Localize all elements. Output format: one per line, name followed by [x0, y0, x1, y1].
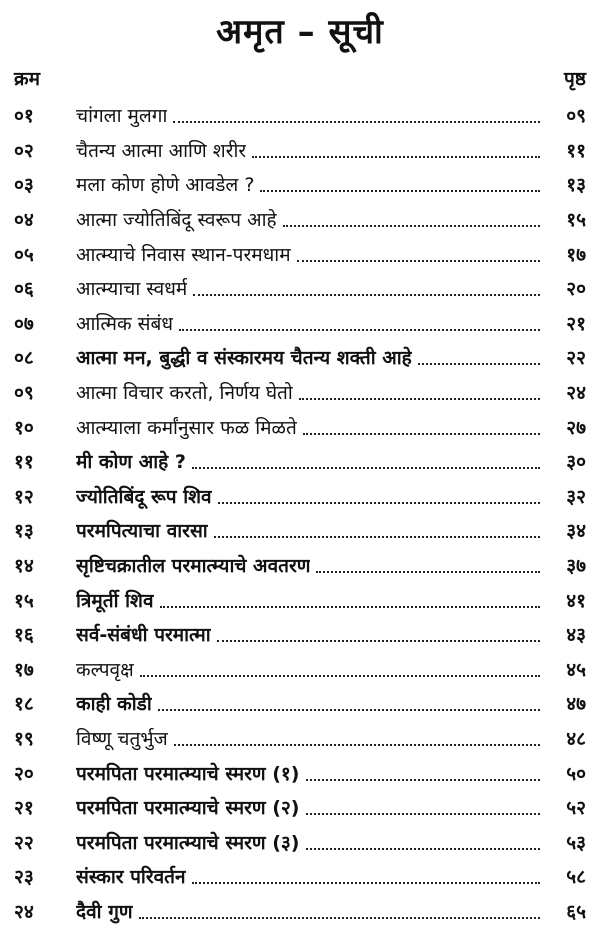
toc-entry [0, 721, 600, 756]
toc-entry [0, 375, 600, 410]
toc-entry [0, 824, 600, 859]
toc-entry [0, 686, 600, 721]
dot-leader [218, 502, 540, 504]
entry-title: आत्म्याला कर्मांनुसार फळ मिळते [76, 416, 297, 439]
toc-entry [0, 444, 600, 479]
entry-number: १३ [14, 520, 34, 543]
entry-title: आत्मिक संबंध [76, 312, 174, 335]
toc-entry [0, 652, 600, 687]
entry-title: परमपिता परमात्म्याचे स्मरण (२) [76, 797, 300, 820]
toc-entry [0, 236, 600, 271]
entry-number: ०६ [14, 278, 34, 301]
serial-column-header: क्रम [14, 68, 40, 90]
dot-leader [214, 536, 540, 538]
entry-number: १९ [14, 727, 34, 750]
entry-title: मी कोण आहे ? [76, 451, 186, 474]
entry-page-number: १७ [566, 243, 586, 266]
entry-number: ०८ [14, 347, 34, 370]
entry-number: १४ [14, 555, 34, 578]
entry-number: २४ [14, 900, 34, 923]
table-of-contents [0, 98, 600, 928]
entry-title: ज्योतिबिंदू रूप शिव [76, 485, 212, 508]
dot-leader [252, 156, 540, 158]
entry-number: ०४ [14, 209, 34, 232]
entry-number: १५ [14, 589, 34, 612]
dot-leader [173, 121, 540, 123]
entry-page-number: ११ [566, 139, 586, 162]
entry-page-number: ५० [566, 762, 586, 785]
toc-entry [0, 479, 600, 514]
dot-leader [192, 467, 540, 469]
dot-leader [306, 848, 541, 850]
entry-number: ०५ [14, 243, 34, 266]
page-title: अमृत – सूची [216, 12, 384, 52]
dot-leader [192, 882, 540, 884]
entry-title: सर्व-संबंधी परमात्मा [76, 624, 211, 647]
dot-leader [297, 260, 540, 262]
entry-number: ०७ [14, 312, 34, 335]
entry-page-number: ५८ [566, 866, 586, 889]
entry-page-number: १५ [566, 209, 586, 232]
toc-entry [0, 409, 600, 444]
entry-title: सृष्टिचक्रातील परमात्म्याचे अवतरण [76, 555, 311, 578]
entry-number: २३ [14, 866, 34, 889]
entry-title: आत्मा मन, बुद्धी व संस्कारमय चैतन्य शक्ती आहे [76, 347, 412, 370]
entry-page-number: १३ [566, 174, 586, 197]
dot-leader [418, 363, 540, 365]
entry-title: चांगला मुलगा [76, 105, 168, 128]
entry-title: मला कोण होणे आवडेल ? [76, 174, 255, 197]
entry-number: २० [14, 762, 34, 785]
entry-page-number: २२ [566, 347, 586, 370]
entry-page-number: ६५ [566, 900, 586, 923]
toc-entry [0, 859, 600, 894]
entry-page-number: २४ [566, 382, 586, 405]
entry-number: १८ [14, 693, 34, 716]
entry-title: आत्म्याचा स्वधर्म [76, 278, 188, 301]
toc-entry [0, 513, 600, 548]
dot-leader [158, 709, 540, 711]
dot-leader [217, 640, 540, 642]
entry-page-number: ४५ [566, 658, 586, 681]
entry-number: २१ [14, 797, 34, 820]
entry-title: आत्मा विचार करतो, निर्णय घेतो [76, 382, 293, 405]
entry-number: १७ [14, 658, 34, 681]
entry-number: ०१ [14, 105, 34, 128]
entry-title: दैवी गुण [76, 900, 133, 923]
toc-entry [0, 340, 600, 375]
toc-entry [0, 306, 600, 341]
entry-page-number: ३० [566, 451, 586, 474]
entry-number: १६ [14, 624, 34, 647]
entry-title: संस्कार परिवर्तन [76, 866, 186, 889]
entry-page-number: ३४ [566, 520, 586, 543]
toc-entry [0, 582, 600, 617]
dot-leader [306, 779, 541, 781]
entry-page-number: ०९ [566, 105, 586, 128]
dot-leader [303, 433, 540, 435]
entry-number: १२ [14, 485, 34, 508]
toc-entry [0, 755, 600, 790]
entry-page-number: ५२ [566, 797, 586, 820]
dot-leader [140, 675, 540, 677]
entry-title: काही कोडी [76, 693, 152, 716]
entry-page-number: २१ [566, 312, 586, 335]
dot-leader [193, 294, 540, 296]
entry-title: परमपिता परमात्म्याचे स्मरण (३) [76, 831, 300, 854]
entry-number: ०२ [14, 139, 34, 162]
entry-page-number: २० [566, 278, 586, 301]
entry-number: १० [14, 416, 34, 439]
page-column-header: पृष्ठ [564, 68, 586, 90]
entry-page-number: ५३ [566, 831, 586, 854]
entry-number: ०९ [14, 382, 34, 405]
entry-title: परमपिता परमात्म्याचे स्मरण (१) [76, 762, 300, 785]
dot-leader [306, 813, 541, 815]
entry-title: चैतन्य आत्मा आणि शरीर [76, 139, 247, 162]
entry-number: ११ [14, 451, 34, 474]
toc-entry [0, 894, 600, 928]
entry-title: विष्णू चतुर्भुज [76, 727, 168, 750]
entry-page-number: ४१ [566, 589, 586, 612]
dot-leader [160, 606, 540, 608]
toc-entry [0, 167, 600, 202]
dot-leader [260, 190, 540, 192]
dot-leader [174, 744, 540, 746]
entry-title: आत्मा ज्योतिबिंदू स्वरूप आहे [76, 209, 277, 232]
toc-entry [0, 98, 600, 133]
entry-page-number: ४७ [566, 693, 586, 716]
entry-title: परमपित्याचा वारसा [76, 520, 208, 543]
toc-entry [0, 271, 600, 306]
entry-number: ०३ [14, 174, 34, 197]
toc-entry [0, 790, 600, 825]
dot-leader [283, 225, 540, 227]
entry-page-number: ४८ [566, 727, 586, 750]
entry-page-number: ३७ [566, 555, 586, 578]
entry-page-number: २७ [566, 416, 586, 439]
dot-leader [179, 329, 540, 331]
entry-title: आत्म्याचे निवास स्थान-परमधाम [76, 243, 291, 266]
toc-entry [0, 202, 600, 237]
entry-title: कल्पवृक्ष [76, 658, 134, 681]
entry-page-number: ४३ [566, 624, 586, 647]
entry-title: त्रिमूर्ती शिव [76, 589, 154, 612]
toc-entry [0, 133, 600, 168]
toc-entry [0, 617, 600, 652]
dot-leader [299, 398, 540, 400]
entry-page-number: ३२ [566, 485, 586, 508]
dot-leader [316, 571, 540, 573]
entry-number: २२ [14, 831, 34, 854]
toc-entry [0, 548, 600, 583]
